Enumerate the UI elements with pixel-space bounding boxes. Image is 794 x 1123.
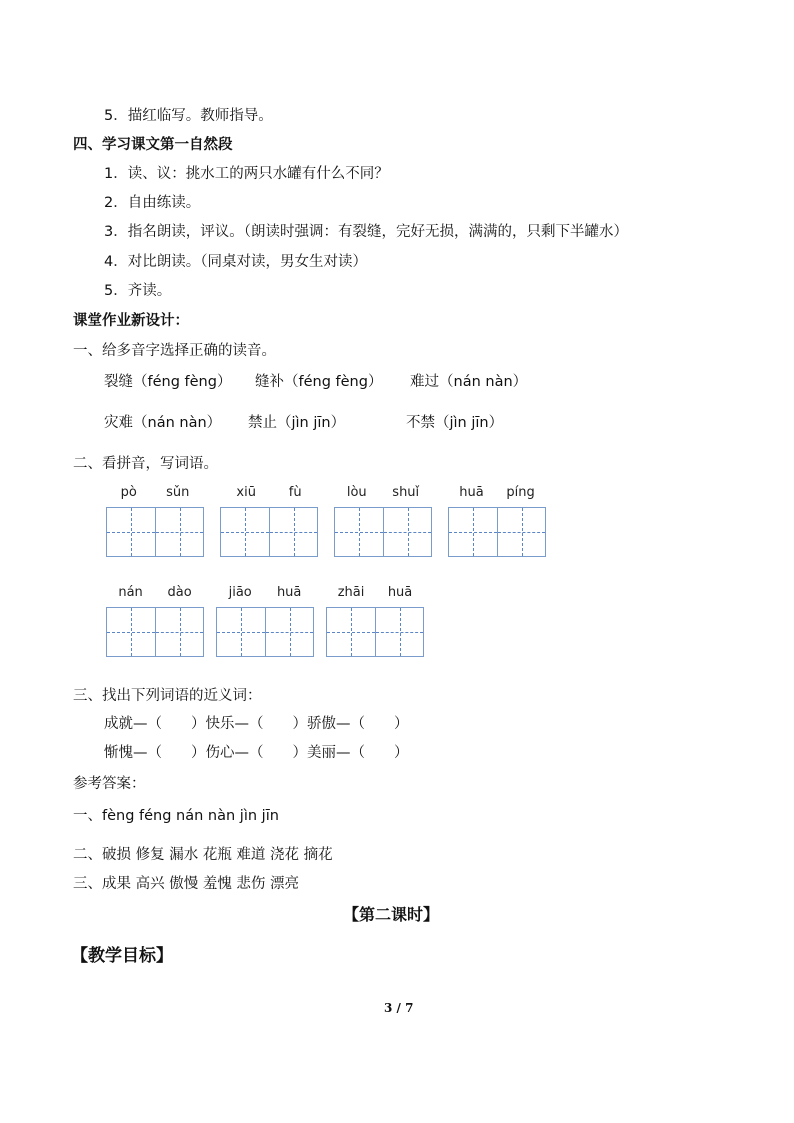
step-2-text: 2．自由练读。 bbox=[104, 195, 201, 211]
writing-cell[interactable] bbox=[497, 508, 545, 556]
step-3-text: 3．指名朗读，评议。（朗读时强调：有裂缝，完好无损，满满的，只剩下半罐水） bbox=[104, 224, 628, 240]
question-3-title: 三、找出下列词语的近义词： bbox=[73, 688, 262, 704]
page-number: 3 / 7 bbox=[384, 1001, 414, 1015]
step-5-text: 5．描红临写。教师指导。 bbox=[104, 108, 273, 124]
polyphone-item: 缝补（féng fèng） bbox=[255, 374, 383, 390]
polyphone-item: 不禁（jìn jīn） bbox=[406, 415, 504, 431]
pinyin-syllable: fù bbox=[288, 485, 302, 500]
tianzige-box bbox=[334, 507, 432, 557]
tianzige-box bbox=[326, 607, 424, 657]
writing-grid-row-2 bbox=[106, 585, 424, 657]
pinyin-label bbox=[448, 485, 546, 507]
teaching-goal-heading: 【教学目标】 bbox=[71, 946, 173, 966]
polyphone-item: 灾难（nán nàn） bbox=[104, 415, 222, 431]
writing-cell[interactable] bbox=[269, 508, 317, 556]
pinyin-syllable: huā bbox=[459, 485, 484, 500]
tianzige-box bbox=[220, 507, 318, 557]
writing-cell[interactable] bbox=[335, 508, 383, 556]
pinyin-syllable: huā bbox=[387, 585, 413, 600]
pinyin-label bbox=[326, 585, 424, 607]
step-1-text: 1．读、议：挑水工的两只水罐有什么不同？ bbox=[104, 166, 389, 182]
pinyin-word-box bbox=[334, 485, 432, 557]
question-1-title: 一、给多音字选择正确的读音。 bbox=[73, 343, 276, 359]
writing-cell[interactable] bbox=[107, 508, 155, 556]
writing-cell[interactable] bbox=[221, 508, 269, 556]
writing-cell[interactable] bbox=[449, 508, 497, 556]
pinyin-label bbox=[106, 485, 204, 507]
step-4-text: 4．对比朗读。（同桌对读，男女生对读） bbox=[104, 254, 367, 270]
tianzige-box bbox=[106, 607, 204, 657]
step-5b-text: 5．齐读。 bbox=[104, 283, 172, 299]
pinyin-word-box bbox=[216, 585, 314, 657]
pinyin-syllable: lòu bbox=[346, 485, 367, 500]
answers-heading: 参考答案： bbox=[73, 776, 146, 792]
tianzige-box bbox=[216, 607, 314, 657]
pinyin-syllable: zhāi bbox=[337, 585, 365, 600]
pinyin-word-box bbox=[448, 485, 546, 557]
pinyin-syllable: jiāo bbox=[228, 585, 252, 600]
writing-cell[interactable] bbox=[107, 608, 155, 656]
synonym-row-2: 惭愧—（ ）伤心—（ ）美丽—（ ） bbox=[104, 745, 409, 761]
section-heading-4: 四、学习课文第一自然段 bbox=[73, 137, 233, 153]
pinyin-syllable: huā bbox=[276, 585, 302, 600]
answer-3: 三、成果 高兴 傲慢 羞愧 悲伤 漂亮 bbox=[73, 876, 300, 892]
answer-2: 二、破损 修复 漏水 花瓶 难道 浇花 摘花 bbox=[73, 847, 333, 863]
pinyin-syllable: sǔn bbox=[166, 485, 190, 500]
polyphone-item: 难过（nán nàn） bbox=[410, 374, 528, 390]
pinyin-label bbox=[216, 585, 314, 607]
polyphone-item: 禁止（jìn jīn） bbox=[248, 415, 346, 431]
tianzige-box bbox=[106, 507, 204, 557]
writing-cell[interactable] bbox=[155, 608, 203, 656]
pinyin-syllable: nán bbox=[118, 585, 143, 600]
writing-cell[interactable] bbox=[155, 508, 203, 556]
pinyin-syllable: dào bbox=[167, 585, 192, 600]
pinyin-word-box bbox=[106, 485, 204, 557]
polyphone-item: 裂缝（féng fèng） bbox=[104, 374, 232, 390]
pinyin-syllable: xiū bbox=[236, 485, 256, 500]
pinyin-syllable: shuǐ bbox=[392, 485, 420, 500]
writing-grid-row-1 bbox=[106, 485, 546, 557]
homework-heading: 课堂作业新设计： bbox=[73, 313, 189, 329]
writing-cell[interactable] bbox=[217, 608, 265, 656]
question-2-title: 二、看拼音，写词语。 bbox=[73, 456, 218, 472]
tianzige-box bbox=[448, 507, 546, 557]
pinyin-word-box bbox=[326, 585, 424, 657]
writing-cell[interactable] bbox=[383, 508, 431, 556]
pinyin-word-box bbox=[220, 485, 318, 557]
pinyin-word-box bbox=[106, 585, 204, 657]
answer-1: 一、fèng féng nán nàn jìn jīn bbox=[73, 808, 279, 824]
writing-cell[interactable] bbox=[375, 608, 423, 656]
pinyin-label bbox=[106, 585, 204, 607]
lesson-2-heading: 【第二课时】 bbox=[343, 905, 440, 924]
synonym-row-1: 成就—（ ）快乐—（ ）骄傲—（ ） bbox=[104, 716, 409, 732]
writing-cell[interactable] bbox=[265, 608, 313, 656]
pinyin-syllable: pò bbox=[120, 485, 137, 500]
pinyin-label bbox=[220, 485, 318, 507]
writing-cell[interactable] bbox=[327, 608, 375, 656]
pinyin-label bbox=[334, 485, 432, 507]
pinyin-syllable: píng bbox=[506, 485, 535, 500]
